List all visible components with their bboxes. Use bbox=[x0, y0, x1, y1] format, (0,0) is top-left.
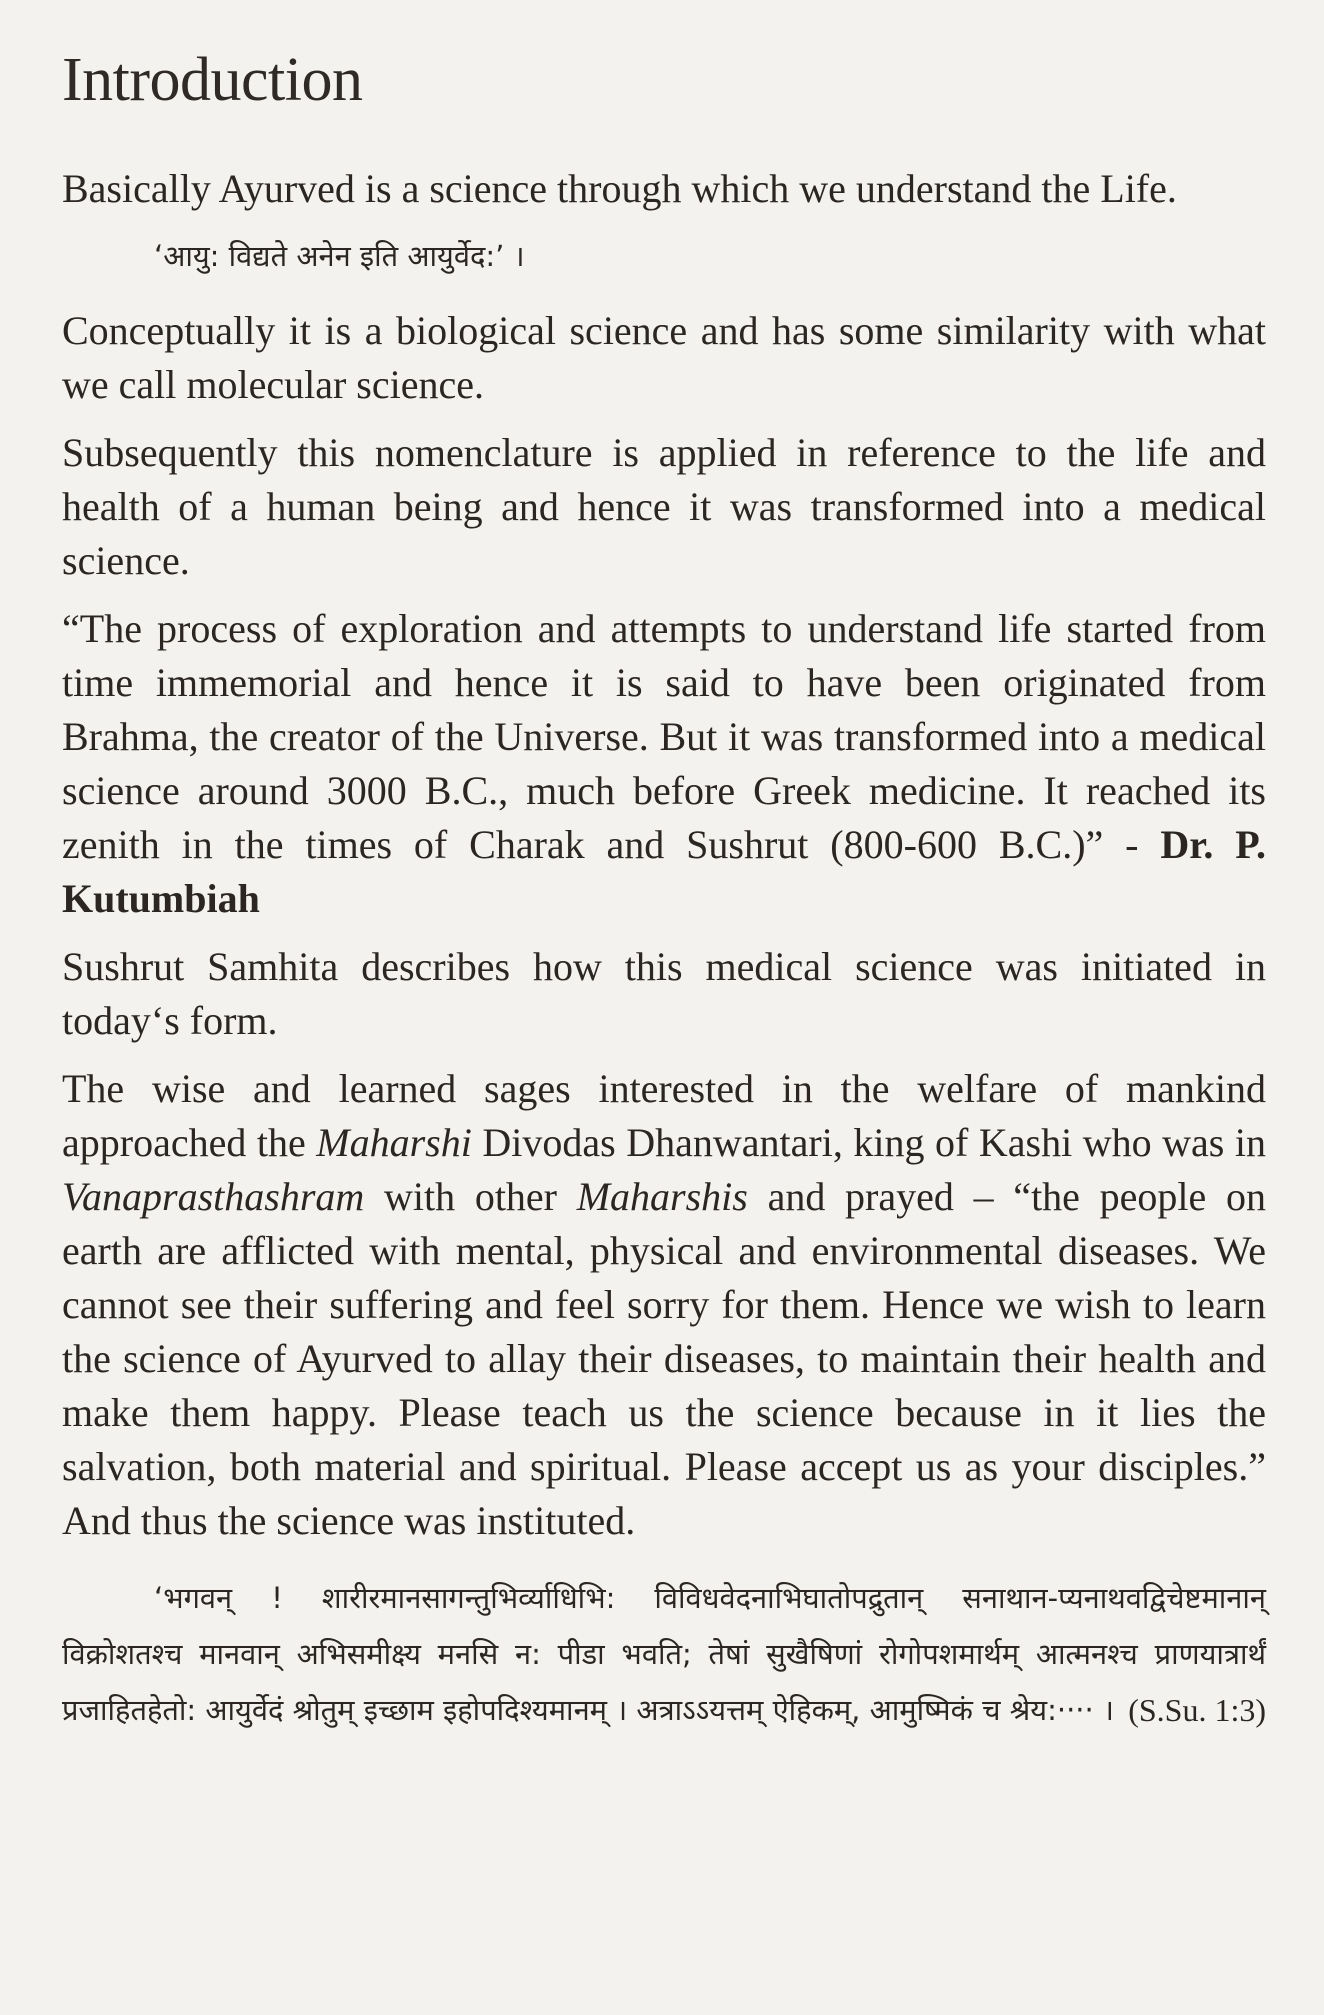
intro-paragraph: Basically Ayurved is a science through which we understand the Life. bbox=[62, 166, 1177, 211]
sages-text-4: and prayed – “the people on earth are afflicted with mental, physical and environmental diseases. We cannot see their suffering and feel sorry for them. Hence we wish to learn the science of Ayurved to allay their diseases, to maintain their health and make them happy. Please teach us the science because in it lies the salvation, both material and spiritual. Please accept us as your disciples.” And thus the science was instituted. bbox=[62, 1174, 1266, 1543]
page-title: Introduction bbox=[62, 46, 363, 114]
shloka-reference: (S.Su. 1:3) bbox=[1128, 1692, 1266, 1728]
document-page bbox=[62, 40, 1266, 1738]
sages-text-3: with other bbox=[364, 1174, 577, 1219]
sages-text-1: The wise and learned sages interested in the welfare of mankind approached the bbox=[62, 1066, 1266, 1165]
kutumbiah-quote bbox=[62, 602, 1266, 926]
sages-paragraph bbox=[62, 1062, 1266, 1548]
sages-text-2: Divodas Dhanwantari, king of Kashi who was in bbox=[471, 1120, 1266, 1165]
quote-separator: - bbox=[1103, 822, 1161, 867]
sanskrit-shloka bbox=[62, 1570, 1266, 1738]
maharshi-term: Maharshi bbox=[316, 1120, 472, 1165]
vanaprastha-term: Vanaprasthashram bbox=[62, 1174, 365, 1219]
sanskrit-definition: ‘आयु: विद्यते अनेन इति आयुर्वेद:’ । bbox=[154, 239, 525, 273]
nomenclature-paragraph: Subsequently this nomenclature is applied in reference to the life and health of a human being and hence it was transformed into a medical science. bbox=[62, 430, 1266, 583]
quote-text: “The process of exploration and attempts to understand life started from time immemorial and hence it is said to have been originated from Brahma, the creator of the Universe. But it was transformed into a medical science around 3000 B.C., much before Greek medicine. It reached its zenith in the times of Charak and Sushrut (800-600 B.C.)” bbox=[62, 606, 1266, 867]
concept-paragraph: Conceptually it is a biological science and has some similarity with what we call molecular science. bbox=[62, 308, 1266, 407]
samhita-paragraph: Sushrut Samhita describes how this medical science was initiated in today‘s form. bbox=[62, 944, 1266, 1043]
maharshis-term: Maharshis bbox=[576, 1174, 748, 1219]
quote-attribution: Dr. P. Kutumbiah bbox=[62, 822, 1267, 921]
shloka-text: ‘भगवन् ! शारीरमानसागन्तुभिर्व्याधिभि: विविधवेदनाभिघातोपद्रुतान् सनाथान-प्यनाथवद्विचेष्टमानान् विक्रोशतश्च मानवान् अभिसमीक्ष्य मनसि न: पीडा भवति; तेषां सुखैषिणां रोगोपशमार्थम् आत्मनश्च प्राणयात्रार्थं प्रजाहितहेतो: आयुर्वेदं श्रोतुम् इच्छाम इहोपदिश्यमानम् । अत्राऽऽयत्तम् ऐहिकम्, आमुष्मिकं च श्रेय:···· । bbox=[62, 1581, 1266, 1727]
